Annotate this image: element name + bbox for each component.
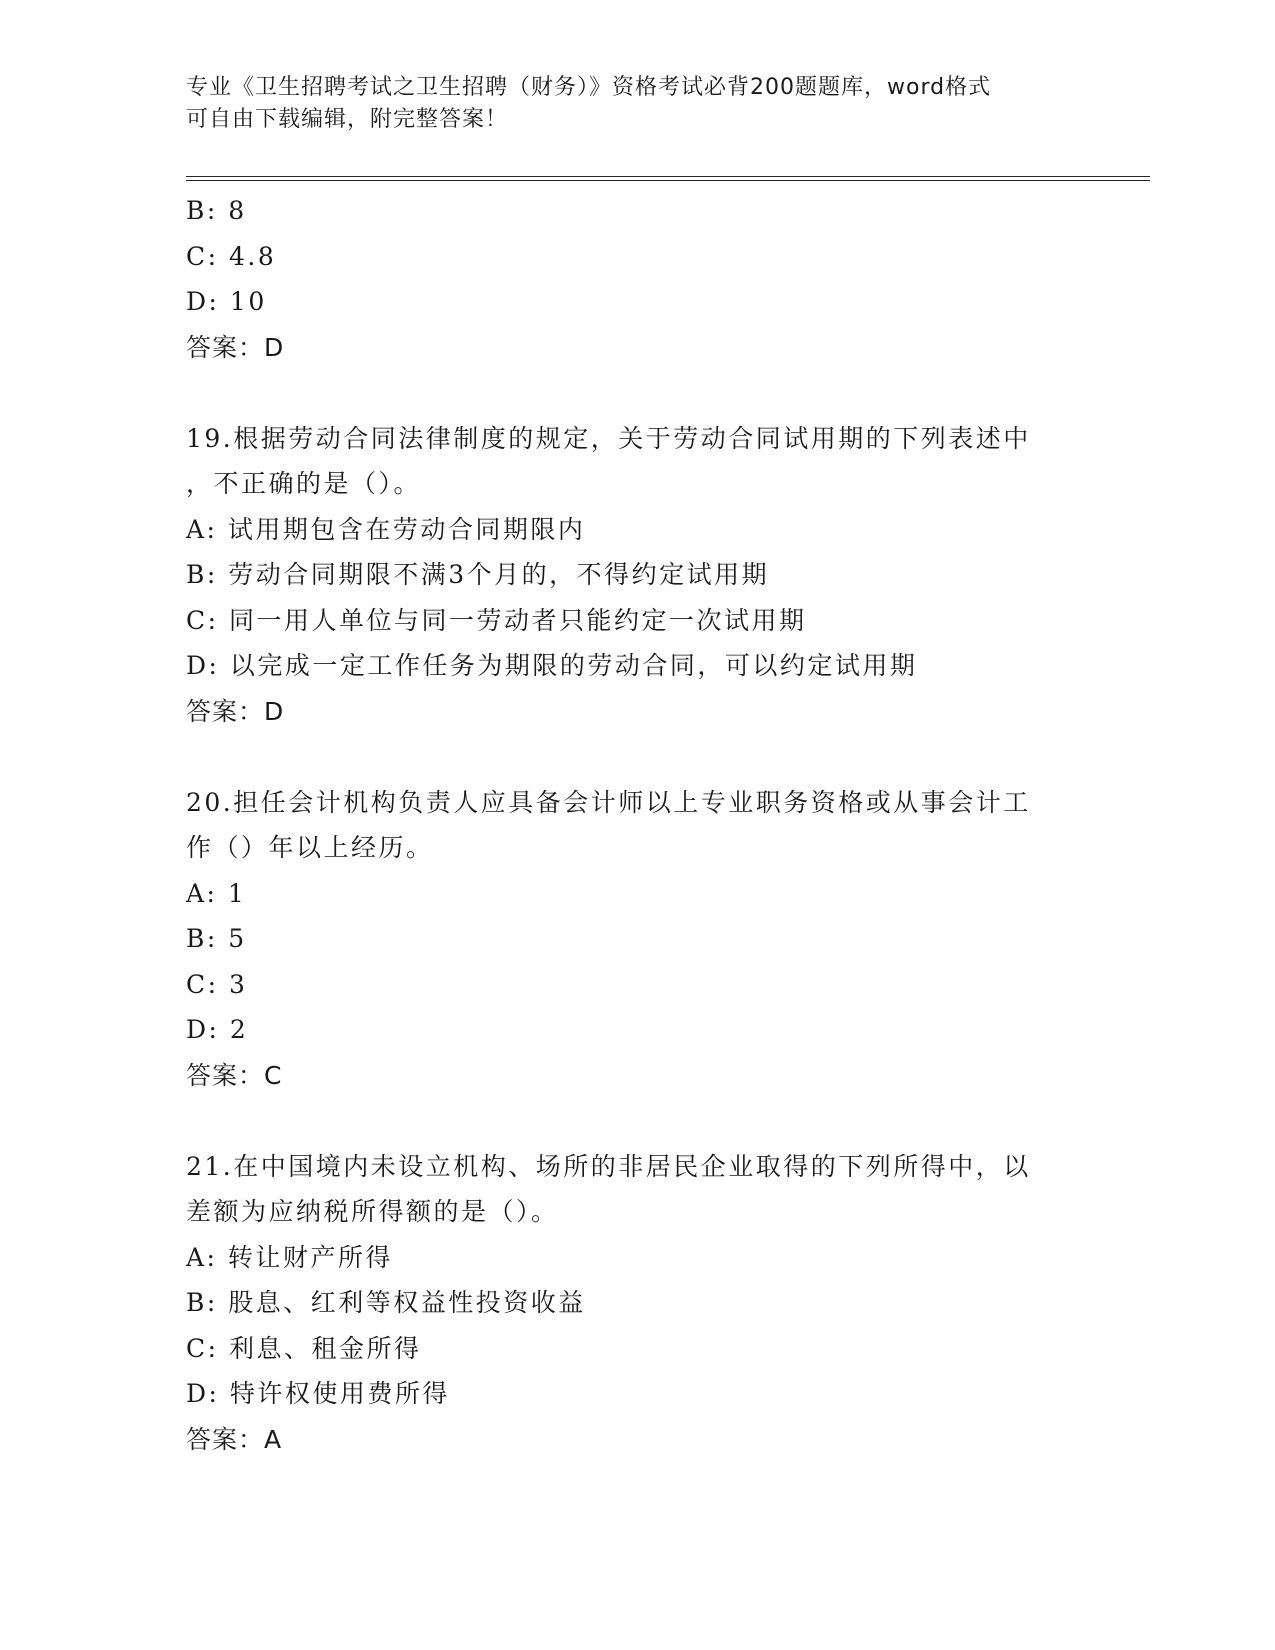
- question-19: [186, 416, 1086, 735]
- question-21: [186, 1144, 1086, 1463]
- question-20: [186, 780, 1086, 1099]
- option-c: C: 同一用人单位与同一劳动者只能约定一次试用期: [186, 605, 807, 635]
- answer-label: 答案：C: [186, 1060, 283, 1090]
- question-stem: 作（）年以上经历。: [186, 833, 434, 862]
- option-a: A: 试用期包含在劳动合同期限内: [186, 514, 586, 544]
- document-header: [186, 72, 1066, 136]
- option-a: A: 1: [186, 878, 247, 908]
- header-title-line-1: 专业《卫生招聘考试之卫生招聘（财务）》资格考试必背200题题库，word格式: [186, 75, 992, 100]
- option-b: B: 股息、红利等权益性投资收益: [186, 1288, 586, 1317]
- answer-label: 答案：A: [186, 1424, 283, 1454]
- question-list: [186, 188, 1086, 1462]
- header-divider: [186, 176, 1150, 181]
- option-c: C: 4.8: [186, 241, 277, 271]
- option-c: C: 3: [186, 969, 248, 999]
- answer-label: 答案：D: [186, 332, 285, 362]
- question-stem: 19.根据劳动合同法律制度的规定，关于劳动合同试用期的下列表述中: [186, 423, 1031, 453]
- header-title-line-2: 可自由下载编辑，附完整答案！: [186, 107, 509, 132]
- option-d: D: 10: [186, 287, 267, 316]
- question-18-continued: [186, 188, 1086, 370]
- option-d: D: 2: [186, 1015, 249, 1044]
- option-b: B: 5: [186, 924, 247, 953]
- option-d: D: 以完成一定工作任务为期限的劳动合同，可以约定试用期: [186, 651, 918, 680]
- option-b: B: 8: [186, 196, 247, 225]
- question-stem: ，不正确的是（）。: [186, 469, 422, 498]
- question-stem: 差额为应纳税所得额的是（）。: [186, 1197, 559, 1226]
- option-c: C: 利息、租金所得: [186, 1333, 422, 1363]
- spacer: [186, 734, 1086, 780]
- spacer: [186, 1098, 1086, 1144]
- option-a: A: 转让财产所得: [186, 1242, 393, 1272]
- option-d: D: 特许权使用费所得: [186, 1379, 450, 1408]
- spacer: [186, 370, 1086, 416]
- option-b: B: 劳动合同期限不满3个月的，不得约定试用期: [186, 560, 770, 589]
- answer-label: 答案：D: [186, 696, 285, 726]
- question-stem: 21.在中国境内未设立机构、场所的非居民企业取得的下列所得中，以: [186, 1151, 1031, 1181]
- question-stem: 20.担任会计机构负责人应具备会计师以上专业职务资格或从事会计工: [186, 787, 1031, 817]
